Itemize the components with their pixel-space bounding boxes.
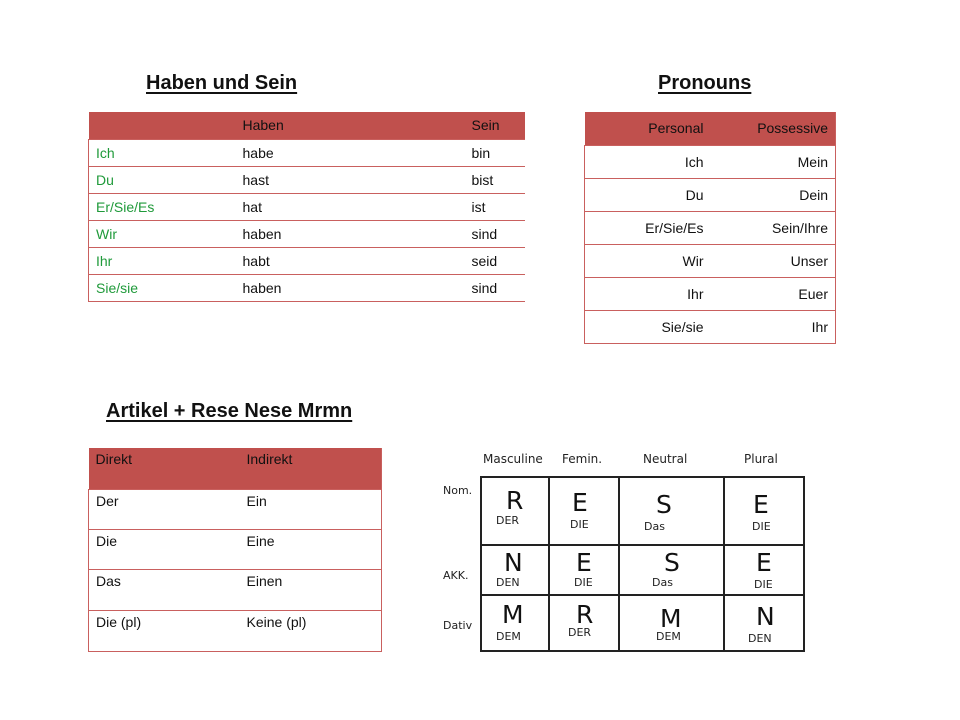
indirekt-cell: Einen bbox=[240, 569, 382, 610]
grid-letter: E bbox=[753, 490, 769, 519]
column-header-neutral: Neutral bbox=[643, 452, 688, 466]
table-row bbox=[89, 166, 526, 193]
row-header-dativ: Dativ bbox=[443, 619, 473, 632]
header-cell: Possessive bbox=[711, 112, 836, 145]
pronouns-title: Pronouns bbox=[658, 72, 752, 94]
grid-article: DIE bbox=[752, 520, 771, 533]
pronoun-cell: Er/Sie/Es bbox=[89, 193, 236, 220]
grid-article: DEM bbox=[656, 630, 681, 643]
grid-article: DIE bbox=[754, 578, 773, 591]
table-row bbox=[89, 247, 526, 274]
header-cell bbox=[89, 112, 236, 139]
haben-cell: haben bbox=[236, 274, 465, 301]
grid-article: DEN bbox=[496, 576, 520, 589]
direkt-cell: Das bbox=[89, 569, 240, 610]
grid-article: DEN bbox=[748, 632, 772, 645]
personal-cell: Ich bbox=[585, 145, 711, 178]
case-grid bbox=[440, 446, 820, 660]
table-header-row bbox=[89, 448, 382, 489]
haben-cell: habt bbox=[236, 247, 465, 274]
direkt-cell: Der bbox=[89, 489, 240, 529]
artikel-table bbox=[88, 448, 382, 652]
grid-article: DER bbox=[496, 514, 520, 527]
grid-article: DIE bbox=[574, 576, 593, 589]
table-row bbox=[89, 220, 526, 247]
haben-cell: hat bbox=[236, 193, 465, 220]
indirekt-cell: Keine (pl) bbox=[240, 610, 382, 651]
possessive-cell: Sein/Ihre bbox=[711, 211, 836, 244]
grid-letter: N bbox=[504, 548, 523, 577]
header-cell: Sein bbox=[465, 112, 526, 139]
haben-cell: haben bbox=[236, 220, 465, 247]
personal-cell: Ihr bbox=[585, 277, 711, 310]
grid-article: DER bbox=[568, 626, 592, 639]
table-header-row bbox=[89, 112, 526, 139]
pronoun-cell: Ihr bbox=[89, 247, 236, 274]
grid-letter: S bbox=[656, 490, 672, 519]
table-row bbox=[89, 489, 382, 529]
grid-article: Das bbox=[644, 520, 665, 533]
pronouns-table bbox=[584, 112, 836, 344]
header-cell: Haben bbox=[236, 112, 465, 139]
grid-letter: N bbox=[756, 602, 775, 631]
pronoun-cell: Sie/sie bbox=[89, 274, 236, 301]
haben-sein-title: Haben und Sein bbox=[146, 72, 298, 94]
grid-letter: M bbox=[660, 604, 682, 633]
possessive-cell: Euer bbox=[711, 277, 836, 310]
indirekt-cell: Ein bbox=[240, 489, 382, 529]
table-row bbox=[89, 193, 526, 220]
possessive-cell: Mein bbox=[711, 145, 836, 178]
possessive-cell: Dein bbox=[711, 178, 836, 211]
table-row bbox=[89, 569, 382, 610]
table-row bbox=[89, 529, 382, 569]
table-row bbox=[585, 178, 836, 211]
table-row bbox=[585, 145, 836, 178]
personal-cell: Wir bbox=[585, 244, 711, 277]
table-row bbox=[89, 610, 382, 651]
possessive-cell: Ihr bbox=[711, 310, 836, 343]
sein-cell: sind bbox=[465, 220, 526, 247]
table-row bbox=[585, 244, 836, 277]
personal-cell: Er/Sie/Es bbox=[585, 211, 711, 244]
grid-letter: R bbox=[576, 600, 594, 629]
column-header-plural: Plural bbox=[744, 452, 778, 466]
direkt-cell: Die (pl) bbox=[89, 610, 240, 651]
header-cell: Indirekt bbox=[240, 448, 382, 489]
row-header-akk: AKK. bbox=[443, 569, 469, 582]
table-row bbox=[585, 310, 836, 343]
haben-cell: hast bbox=[236, 166, 465, 193]
sein-cell: ist bbox=[465, 193, 526, 220]
sein-cell: bin bbox=[465, 139, 526, 166]
grid-letter: M bbox=[502, 600, 524, 629]
indirekt-cell: Eine bbox=[240, 529, 382, 569]
personal-cell: Sie/sie bbox=[585, 310, 711, 343]
possessive-cell: Unser bbox=[711, 244, 836, 277]
pronoun-cell: Du bbox=[89, 166, 236, 193]
haben-cell: habe bbox=[236, 139, 465, 166]
grid-letter: E bbox=[572, 488, 588, 517]
column-header-feminine: Femin. bbox=[562, 452, 603, 466]
row-header-nom: Nom. bbox=[443, 484, 473, 497]
header-cell: Personal bbox=[585, 112, 711, 145]
sein-cell: seid bbox=[465, 247, 526, 274]
grid-letter: E bbox=[756, 548, 772, 577]
grid-article: DIE bbox=[570, 518, 589, 531]
artikel-title: Artikel + Rese Nese Mrmn bbox=[106, 400, 353, 422]
personal-cell: Du bbox=[585, 178, 711, 211]
sein-cell: bist bbox=[465, 166, 526, 193]
grid-letter: S bbox=[664, 548, 680, 577]
column-header-masculine: Masculine bbox=[483, 452, 543, 466]
header-cell: Direkt bbox=[89, 448, 240, 489]
pronoun-cell: Ich bbox=[89, 139, 236, 166]
grid-letter: E bbox=[576, 548, 592, 577]
table-row bbox=[89, 274, 526, 301]
sein-cell: sind bbox=[465, 274, 526, 301]
haben-sein-table bbox=[88, 112, 525, 302]
table-row bbox=[585, 277, 836, 310]
pronoun-cell: Wir bbox=[89, 220, 236, 247]
grid-article: DEM bbox=[496, 630, 521, 643]
table-header-row bbox=[585, 112, 836, 145]
grid-article: Das bbox=[652, 576, 673, 589]
grid-letter: R bbox=[506, 486, 524, 515]
table-row bbox=[89, 139, 526, 166]
table-row bbox=[585, 211, 836, 244]
direkt-cell: Die bbox=[89, 529, 240, 569]
